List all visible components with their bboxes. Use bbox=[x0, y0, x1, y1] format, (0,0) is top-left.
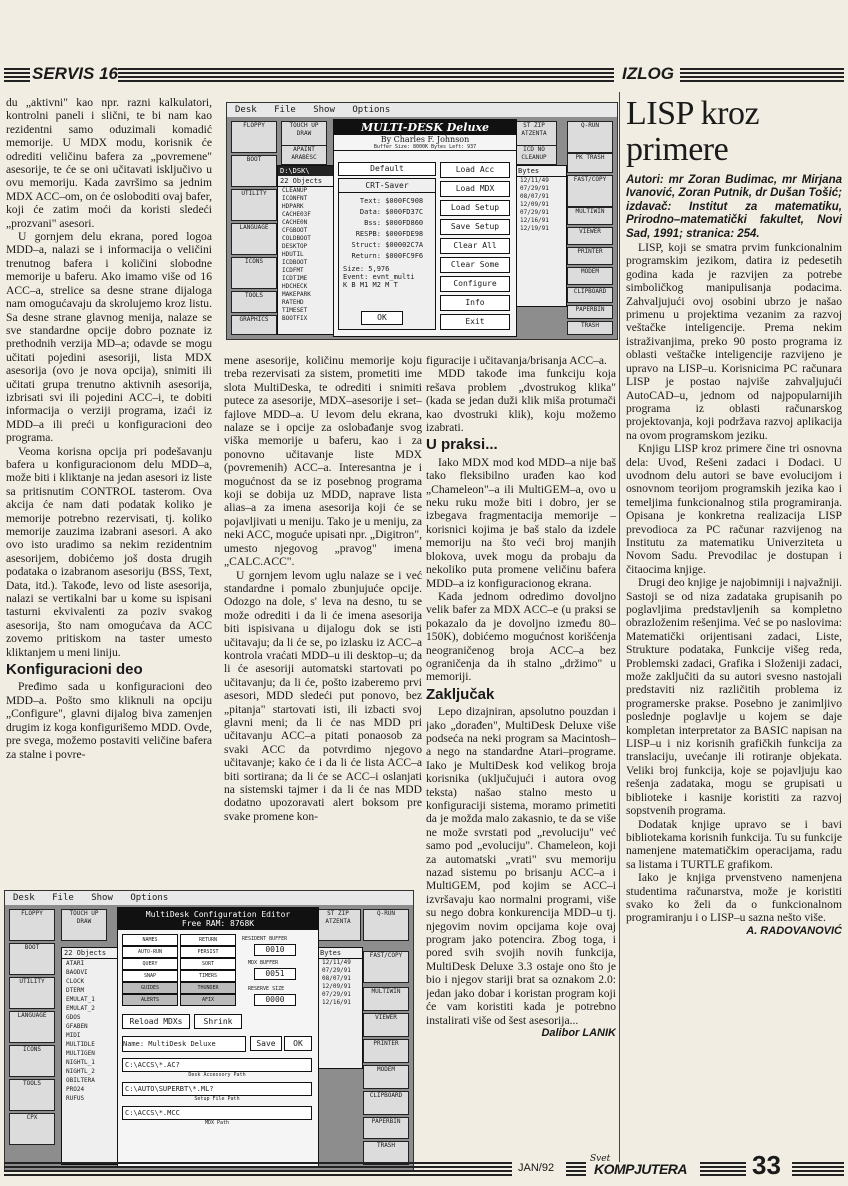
objects-count: 22 Objects bbox=[62, 948, 122, 959]
paragraph: figuracije i učitavanja/brisanja ACC–a. bbox=[426, 354, 607, 367]
name-row bbox=[122, 1036, 246, 1052]
date-item[interactable]: 12/11/49 bbox=[520, 177, 549, 184]
option-toggle[interactable]: SNAP bbox=[122, 970, 178, 982]
file-item[interactable]: OBILTERA bbox=[66, 1077, 95, 1084]
st-zip-icon: ST ZIP ATZENTA bbox=[511, 121, 557, 153]
column-3-text-2 bbox=[426, 456, 616, 684]
option-toggle[interactable]: QUERY bbox=[122, 958, 178, 970]
date-item[interactable]: 12/09/91 bbox=[322, 983, 351, 990]
date-item[interactable]: 12/16/91 bbox=[322, 999, 351, 1006]
address-row bbox=[343, 240, 431, 251]
column-3 bbox=[426, 354, 616, 1166]
footer-rule-right bbox=[700, 1162, 746, 1176]
fast-copy-icon: FAST/COPY bbox=[567, 175, 613, 207]
path-fields bbox=[122, 1058, 312, 1130]
paragraph: Drugi deo knjige je najobimniji i najvažniji. Sastoji se od niza zadataka grupisanih po poglavljima predstavljenih sa kompletno obrazloženim rešenjima. Već se po naslovima: Matematički orijentisani zadaci, Liste, Strukture podataka, Funkcije višeg reda, Problemski zadaci, Grafika i Složeniji zadaci, može zaključiti da su autori svesno nastojali predstaviti niz različitih problema iz programerske prakse. Posebno je zanimljivo poslednje poglavlje u kojem se daje kompletan interpretator za BASIC napisan na LISP–u i niz korisnih grafičkih funkcija za translaciju, uvećanje ili rotiranje objekata. Veliki broj funkcija, koje se pojavljuju kao rešenja zadataka, mogu se grupisati u biblioteke i kasnije koristiti za razvoj sopstvenih programa. bbox=[626, 576, 842, 818]
menu-show: Show bbox=[313, 105, 335, 115]
paragraph: du „aktivni" kao npr. razni kalkulatori, kontrolni paneli i slični, te bi nam kao rezidentni samo oduzimali komadić memorije. U MDX modu, korisnik će odrediti veličinu bafera za „povremene" asesorije, te će se oni učitavati isključivo u ovu memoriju. Kada završimo sa jednim MDX ACC–om, on će osloboditi ovaj bafer, koji će zatim moći da koristi sledeći „prozvani" asesori. bbox=[6, 96, 212, 230]
column-divider bbox=[619, 92, 620, 1162]
dialog-button[interactable]: Configure bbox=[440, 276, 510, 292]
free-ram: Free RAM: 8768K bbox=[118, 919, 318, 930]
file-item[interactable]: BAODVI bbox=[66, 969, 88, 976]
address-label: RESPB: bbox=[355, 230, 381, 238]
ok-button[interactable]: OK bbox=[284, 1036, 312, 1051]
heading-zakljucak: Zaključak bbox=[426, 685, 495, 703]
file-window-left bbox=[61, 947, 123, 1165]
reserve-size-label: RESERVE SIZE bbox=[248, 986, 285, 992]
path-caption: Desk Accessory Path bbox=[188, 1072, 246, 1078]
footer-issue: JAN/92 bbox=[518, 1162, 555, 1174]
file-list bbox=[278, 187, 334, 323]
heading-konfiguracioni: Konfiguracioni deo bbox=[6, 661, 143, 679]
dialog-button[interactable]: Clear Some bbox=[440, 257, 510, 273]
apaint-icon: APAINT ARABESC bbox=[281, 145, 327, 165]
boot-icon: BOOT bbox=[231, 155, 277, 187]
author-line: By Charles F. Johnson bbox=[380, 135, 470, 144]
icd-icon: ICD NO CLEANUP bbox=[511, 145, 557, 165]
mdx-buffer-label: MDX BUFFER bbox=[248, 960, 279, 966]
modem-icon: MODEM bbox=[363, 1065, 409, 1089]
mdx-buffer-field[interactable]: 0051 bbox=[254, 968, 296, 980]
header-rule-right bbox=[680, 68, 844, 82]
address-label: Data: bbox=[359, 208, 381, 216]
date-item[interactable]: 07/29/91 bbox=[322, 991, 351, 998]
buffer-info: Buffer Size: 8000K Bytes Left: 937 bbox=[334, 144, 516, 151]
book-title: LISP kroz primere bbox=[626, 96, 760, 168]
menu-file: File bbox=[274, 105, 296, 115]
file-list bbox=[62, 959, 122, 1103]
column-1-text-2 bbox=[6, 680, 212, 760]
file-item[interactable]: ICDTIME bbox=[282, 275, 308, 282]
book-byline: Autori: mr Zoran Budimac, mr Mirjana Ivanović, Zoran Putnik, dr Dušan Tošić; izdavač: Institut za matematiku, Prirodno–matematički fakultet, Novi Sad, 1991; stranica: 254. bbox=[626, 174, 842, 240]
menu-desk: Desk bbox=[13, 893, 35, 903]
column-4 bbox=[626, 96, 842, 1166]
multiwin-icon: MULTIWIN bbox=[567, 207, 613, 225]
dialog-button[interactable]: Save Setup bbox=[440, 219, 510, 235]
menu-desk: Desk bbox=[235, 105, 257, 115]
file-item[interactable]: RATEHD bbox=[282, 299, 304, 306]
app-logo: MULTI-DESK Deluxe bbox=[334, 120, 516, 135]
file-item[interactable]: RUFUS bbox=[66, 1095, 85, 1102]
objects-count: 22 Objects bbox=[278, 176, 334, 187]
floppy-icon: FLOPPY bbox=[9, 909, 55, 941]
paragraph: LISP, koji se smatra prvim funkcionalnim programskim jezikom, datira iz pedesetih godina kada je razvijen za potrebe simboličkog manipulisanja podacima. Zahvaljujući ovoj osobini ubrzo je našao primenu u projektima vezanim za razvoj veštačke inteligencije. Prema nekim istraživanjima, preko 90 posto programa iz oblasti veštačke inteligencije razvijeno je upravo na LISP–u. Korisnicima PC računara LISP je postao najviše zahvaljujući AutoCAD–u, jednom od najpopularnijih programa iz oblasti računarskog projektovanja, koji podržava razvoj aplikacija na ovom programskom jeziku. bbox=[626, 241, 842, 442]
date-item[interactable]: 08/07/91 bbox=[322, 975, 351, 982]
date-item[interactable]: 12/11/49 bbox=[322, 959, 351, 966]
utility-icon: UTILITY bbox=[9, 977, 55, 1009]
option-toggle[interactable]: AUTO-RUN bbox=[122, 946, 178, 958]
bytes-label: Bytes bbox=[318, 948, 362, 959]
path-row bbox=[122, 1058, 312, 1078]
file-item[interactable]: COLDBOOT bbox=[282, 235, 311, 242]
dialog-button[interactable]: Exit bbox=[440, 314, 510, 330]
paragraph: MDD takođe ima funkciju koja rešava problem „dvostrukog klika" (kada se jedan duži klik miša protumači kao dvostruki klik), koju možemo izabrati. bbox=[426, 367, 616, 435]
boot-icon: BOOT bbox=[9, 943, 55, 975]
path-input[interactable]: C:\AUTO\SUPERBT\*.ML? bbox=[122, 1082, 312, 1096]
menu-bar bbox=[5, 891, 413, 905]
date-list bbox=[318, 959, 362, 1007]
crt-saver-box bbox=[338, 178, 436, 330]
address-row bbox=[343, 218, 431, 229]
screenshot-multidesk-main bbox=[226, 102, 618, 340]
file-item[interactable]: ICDFMT bbox=[282, 267, 304, 274]
file-item[interactable]: CLOCK bbox=[66, 978, 85, 985]
path-row bbox=[122, 1106, 312, 1126]
q-run-icon: Q-RUN bbox=[363, 909, 409, 941]
event-flags: K B M1 M2 M T bbox=[343, 281, 398, 289]
clipboard-icon: CLIPBOARD bbox=[363, 1091, 409, 1115]
file-item[interactable]: MAKEPARK bbox=[282, 291, 311, 298]
option-toggle[interactable]: RETURN bbox=[180, 934, 236, 946]
footer-rule-mid bbox=[566, 1162, 586, 1176]
dialog-button[interactable]: Load Acc bbox=[440, 162, 510, 178]
pk-trash-icon: PK TRASH bbox=[567, 153, 613, 173]
magazine-logo-prefix: Svet bbox=[590, 1154, 611, 1164]
file-item[interactable]: CFGBOOT bbox=[282, 227, 308, 234]
address-label: Return: bbox=[351, 252, 381, 260]
page-number: 33 bbox=[752, 1150, 781, 1180]
touch-up-icon: TOUCH UP DRAW bbox=[281, 121, 327, 153]
address-fields bbox=[339, 193, 435, 265]
path-caption: Setup File Path bbox=[194, 1096, 240, 1102]
file-item[interactable]: GDOS bbox=[66, 1014, 81, 1021]
floppy-icon: FLOPPY bbox=[231, 121, 277, 153]
address-row bbox=[343, 196, 431, 207]
column-4-text bbox=[626, 241, 842, 925]
option-toggle[interactable]: SORT bbox=[180, 958, 236, 970]
file-item[interactable]: CACHE03F bbox=[282, 211, 311, 218]
file-item[interactable]: DTERM bbox=[66, 987, 85, 994]
menu-options: Options bbox=[130, 893, 169, 903]
config-editor-dialog bbox=[117, 907, 319, 1167]
shrink-button[interactable]: Shrink bbox=[194, 1014, 242, 1029]
file-item[interactable]: PRO24 bbox=[66, 1086, 85, 1093]
address-value: $000FDE98 bbox=[381, 230, 424, 238]
footer-rule-end bbox=[792, 1162, 844, 1176]
option-toggle[interactable]: ALERTS bbox=[122, 994, 178, 1006]
paragraph: Knjigu LISP kroz primere čine tri osnovna dela: Uvod, Rešeni zadaci i Dodaci. U uvodnom delu autori se bave evolucijom i osnovnom teorijom programskih jezika kao i temeljima funkcionalnog stila programiranja. Opisana je konkretna realizacija LISP prevodioca za PC računar razvijenog na Institutu za matematiku Univerziteta u Novom Sadu. Prevodilac je dostupan i čitaocima knjige. bbox=[626, 442, 842, 576]
paragraph: U gornjem delu ekrana, pored logoa MDD–a, nalazi se i informacija o veličini trenutnog bafera i količini slobodne memorije u baferu. Ako imamo više od 16 ACC–a, strelice sa desne strane dijaloga nam omogućavaju da skrolujemo kroz listu. Sa desne strane glavnog menija, nalaze se sve standardne opcije dobro poznate iz prethodnih verzija MD–a; odavde se mogu učitati pojedini asesoriji, lista MDX asesorija (ovo je nova opcija), snimiti ili učitati grupa trenutno aktivnih asesorija, izbrisati svi ili pojedini ACC–i, te dobiti informacija o verziji programa, izaći iz MDD–a ili preći u konfiguracioni deo programa. bbox=[6, 230, 212, 445]
date-item[interactable]: 08/07/91 bbox=[520, 193, 549, 200]
utility-icon: UTILITY bbox=[231, 189, 277, 221]
address-row bbox=[343, 229, 431, 240]
reserve-size-field[interactable]: 0000 bbox=[254, 994, 296, 1006]
menu-file: File bbox=[52, 893, 74, 903]
file-item[interactable]: MULTIGEN bbox=[66, 1050, 95, 1057]
file-item[interactable]: NIGHTL_1 bbox=[66, 1059, 95, 1066]
paragraph: Dodatak knjige upravo se i bavi bibliotekama korisnih funkcija. Tu su funkcije namenjene matematičkim operacijama, radu sa listama i TURTLE grafikom. bbox=[626, 817, 842, 871]
printer-icon: PRINTER bbox=[363, 1039, 409, 1063]
icons-icon: ICONS bbox=[231, 257, 277, 289]
address-label: Text: bbox=[359, 197, 381, 205]
footer-rule-left bbox=[4, 1162, 512, 1176]
file-item[interactable]: MIDI bbox=[66, 1032, 81, 1039]
path-caption: MDX Path bbox=[204, 1120, 230, 1126]
file-item[interactable]: EMULAT_1 bbox=[66, 996, 95, 1003]
tools-icon: TOOLS bbox=[231, 291, 277, 313]
date-item[interactable]: 07/29/91 bbox=[322, 967, 351, 974]
menu-options: Options bbox=[352, 105, 391, 115]
option-toggle[interactable]: GUIDES bbox=[122, 982, 178, 994]
paragraph: U gornjem levom uglu nalaze se i već standardne i pomalo zbunjujuće opcije. Odozgo na dole, s' leva na desno, tu se može odrediti i da li će imena asesorija biti ispisivana u dijalogu dok se isti učitavaju; da li će se, po izlasku iz ACC–a kontrola vraćati MDD–u ili desktop–u; da li će asesoriji automatski startovati po učitavanju; da li će, pošto izaberemo prvi asesori, MDD sledeći put ponovo, bez „pitanja" startovati isti, ili izbacti svoj glavni meni; da li će nas MDD pri učitavanju ACC–a pitati ponaosob za svaki ACC da potvrdimo njegovo učitavanje; kako će i da li će lista ACC–a biti sortirana; da li će se ACC–i oslanjati na sistemski tajmer i da li će nas MDD dodatno upozoravati alert boksom pre svake promene kon- bbox=[224, 568, 422, 823]
multidesk-dialog bbox=[333, 119, 517, 337]
paperbin-icon: PAPERBIN bbox=[363, 1117, 409, 1139]
section-label-left: SERVIS 16 bbox=[32, 64, 118, 83]
file-item[interactable]: EMULAT_2 bbox=[66, 1005, 95, 1012]
address-row bbox=[343, 207, 431, 218]
option-grid bbox=[122, 934, 238, 1008]
column-2 bbox=[224, 354, 422, 882]
header-rule-left-2 bbox=[118, 68, 614, 82]
graphics-icon: GRAPHICS bbox=[231, 315, 277, 335]
file-item[interactable]: DESKTOP bbox=[282, 243, 308, 250]
file-item[interactable]: GFABEN bbox=[66, 1023, 88, 1030]
save-button[interactable]: Save bbox=[250, 1036, 282, 1051]
editor-title: MultiDesk Configuration Editor bbox=[118, 908, 318, 919]
paragraph: Lepo dizajniran, apsolutno pouzdan i jako „dorađen", MultiDesk Deluxe više podseća na neki program sa Macintosh–a nego na standardne Atari–programe. Iako je MultiDesk kod velikog broja korisnika (uključujući i autora ovog teksta) našao stalno mesto u konfiguraciji sistema, moramo primetiti da je možda malo zakasnio, te da se više ne može svrstati pod „revoluciju" već samo pod „evoluciju". Chameleon, koji za automatski „vrati" svu memoriju nazad sistemu po brisanju ACC–a i MultiGEM, pod kojim se ACC–i izvršavaju kao normalni programi, više su nego dobra konkurencija MDD–u tj. njegovim novim opcijama koje ovaj program jako potencira. Zbog toga, i pored svih svojih novih funkcija, MultiDesk Deluxe 3.3 ostaje ono što je bio i njegov stariji brat sa oznakom 2.0: jedan jako dobar i koristan program koji će vam koristiti kada je potrebno instalirati više od šest asesorija... bbox=[426, 705, 616, 1027]
printer-icon: PRINTER bbox=[567, 247, 613, 265]
file-item[interactable]: HDCHECK bbox=[282, 283, 308, 290]
dialog-button[interactable]: Load MDX bbox=[440, 181, 510, 197]
reload-mdx-button[interactable]: Reload MDXs bbox=[122, 1014, 190, 1029]
column-2-text bbox=[224, 354, 422, 823]
resident-buffer-field[interactable]: 0010 bbox=[254, 944, 296, 956]
file-item[interactable]: HDUTIL bbox=[282, 251, 304, 258]
file-item[interactable]: ICONFNT bbox=[282, 195, 308, 202]
magazine-logo: KOMPJUTERA bbox=[594, 1161, 688, 1177]
menu-bar bbox=[227, 103, 617, 117]
q-run-icon: Q-RUN bbox=[567, 121, 613, 153]
file-window-right bbox=[317, 947, 363, 1069]
file-item[interactable]: NIGHTL_2 bbox=[66, 1068, 95, 1075]
paragraph: Kada jednom odredimo dovoljno velik bafer za MDX ACC–e (u praksi se pokazalo da je dovoljno između 80–150K), dobićemo mogućnost korišćenja neograničenog broja ACC–a bez ograničenja da ih stalno „držimo" u memoriji. bbox=[426, 589, 616, 684]
st-zip-icon: ST ZIP ATZENTA bbox=[315, 909, 361, 941]
paragraph: Pređimo sada u konfiguracioni deo MDD–a. Pošto smo kliknuli na opciju „Configure", glavni dijalog biva zamenjen drugim iz koga konfigurišemo MDD. Ovde, pre svega, možemo postaviti veličine bafera za stalne i povre- bbox=[6, 680, 212, 761]
dialog-button[interactable]: Load Setup bbox=[440, 200, 510, 216]
column-1-text bbox=[6, 96, 212, 659]
cpx-icon: CPX bbox=[9, 1113, 55, 1145]
option-toggle[interactable]: THUNDER bbox=[180, 982, 236, 994]
date-item[interactable]: 07/29/91 bbox=[520, 185, 549, 192]
file-item[interactable]: ATARI bbox=[66, 960, 85, 967]
menu-show: Show bbox=[91, 893, 113, 903]
address-value: $000FC908 bbox=[381, 197, 424, 205]
paragraph: Veoma korisna opcija pri podešavanju bafera u konfiguracionom delu MDD–a, može biti i kliktanje na jedan asesori iz liste sa pritisnutim CONTROL tasterom. Ova akcija će nam dati podatak koliko je memorije potrebno rezervisati, tj. koliko memorije zauzima izabrani asesori. A ako ovo isto uradimo sa nekim rezidentnim asesorijem, dobićemo još dosta drugih podataka o izabranom asesoriju (BSS, Text, Data, itd.). Takođe, levo od liste asesorija, nalazi se vertikalni bar u kome su ispisani tasturni ekvivalenti za poziv svakog asesorija, što nam omogućava da ACC zovemo pritiskom na taster umesto kliktanjem u meni liniju. bbox=[6, 444, 212, 659]
tools-icon: TOOLS bbox=[9, 1079, 55, 1111]
file-item[interactable]: CLEANUP bbox=[282, 187, 308, 194]
file-item[interactable]: CACHE0N bbox=[282, 219, 308, 226]
file-window-right bbox=[515, 165, 567, 307]
resident-buffer-label: RESIDENT BUFFER bbox=[242, 936, 288, 942]
address-value: $000FD860 bbox=[381, 219, 424, 227]
option-toggle[interactable]: AFIX bbox=[180, 994, 236, 1006]
heading-u-praksi: U praksi... bbox=[426, 436, 498, 454]
fast-copy-icon: FAST/COPY bbox=[363, 951, 409, 983]
file-item[interactable]: TIMESET bbox=[282, 307, 308, 314]
column-3-text-3 bbox=[426, 705, 616, 1027]
name-label: Name: bbox=[123, 1040, 145, 1048]
file-item[interactable]: HDPARK bbox=[282, 203, 304, 210]
date-item[interactable]: 12/16/91 bbox=[520, 217, 549, 224]
column-1 bbox=[6, 96, 212, 882]
file-item[interactable]: BOOTFIX bbox=[282, 315, 308, 322]
section-label-right: IZLOG bbox=[622, 64, 674, 83]
ok-button[interactable]: OK bbox=[361, 311, 403, 325]
option-toggle[interactable]: TIMERS bbox=[180, 970, 236, 982]
file-window-left bbox=[277, 165, 335, 335]
author-signature-radovanovic: A. RADOVANOVIĆ bbox=[746, 924, 842, 937]
date-item[interactable]: 12/19/91 bbox=[520, 225, 549, 232]
saver-title: CRT-Saver bbox=[339, 179, 435, 193]
paragraph: Iako MDX mod kod MDD–a nije baš tako fleksibilno urađen kao kod „Chameleon"–a ili MultiGEM–a, ovo u neku ruku može biti i dobro, jer se izbegava fragmentacija memorije – korisnici kojima je baš stalo da izdele memoriju na što veći broj manjih blokova, uvek mogu da probaju da nekoliko puta promene veličinu bafera MDD–a iz konfiguracionog ekrana. bbox=[426, 455, 616, 590]
icons-icon: ICONS bbox=[9, 1045, 55, 1077]
address-label: Bss: bbox=[364, 219, 381, 227]
file-item[interactable]: MULTIDLE bbox=[66, 1041, 95, 1048]
trash-icon: TRASH bbox=[567, 321, 613, 335]
paragraph: mene asesorije, količinu memorije koju treba rezervisati za sistem, prometiti ime slota MultiDeska, te odrediti i snimiti putece za asesorije, MDX–asesorije i set–fajlove MDD–a. U levom delu ekrana, nalaze se i opcije za oslobađanje svog viška memorije u baferu, kao i za ponovno učitavanje liste MDX (povremenih) ACC–a. Interesantna je i mogućnost da se iz posebnog programa koji se dobija uz MDD, naprave lista alias–a za imena asesorija koji će se pojavljivati u meniju. Tako je u meniju, za neki ACC, moguće upisati npr. „Digitron", umesto njegovog „pravog" imena „CALC.ACC". bbox=[224, 354, 422, 569]
bytes-label: Bytes bbox=[516, 166, 566, 177]
address-value: $000FD37C bbox=[381, 208, 424, 216]
dialog-button[interactable]: Info bbox=[440, 295, 510, 311]
file-item[interactable]: ICDBOOT bbox=[282, 259, 308, 266]
clipboard-icon: CLIPBOARD bbox=[567, 287, 613, 303]
dialog-button[interactable]: Clear All bbox=[440, 238, 510, 254]
size-line: Size: 5,976 bbox=[343, 265, 390, 273]
date-item[interactable]: 12/09/91 bbox=[520, 201, 549, 208]
folder-path: D:\DSK\ bbox=[278, 166, 334, 176]
address-value: $00002C7A bbox=[381, 241, 424, 249]
language-icon: LANGUAGE bbox=[231, 223, 277, 255]
column-3-text bbox=[426, 354, 616, 434]
name-input[interactable]: MultiDesk Deluxe bbox=[148, 1040, 216, 1048]
modem-icon: MODEM bbox=[567, 267, 613, 285]
touch-up-icon: TOUCH UP DRAW bbox=[61, 909, 107, 941]
paperbin-icon: PAPERBIN bbox=[567, 305, 613, 319]
address-value: $000FC9F6 bbox=[381, 252, 424, 260]
path-input[interactable]: C:\ACCS\*.MCC bbox=[122, 1106, 312, 1120]
header-rule-left-1 bbox=[4, 68, 30, 82]
viewer-icon: VIEWER bbox=[567, 227, 613, 245]
path-row bbox=[122, 1082, 312, 1102]
paragraph: Iako je knjiga prvenstveno namenjena studentima računarstva, može je koristiti svako ko želi da o funkcionalnom programiranju i o LISP–u sazna nešto više. bbox=[626, 871, 842, 925]
language-icon: LANGUAGE bbox=[9, 1011, 55, 1043]
date-item[interactable]: 07/29/91 bbox=[520, 209, 549, 216]
option-toggle[interactable]: PERSIST bbox=[180, 946, 236, 958]
option-toggle[interactable]: NAMES bbox=[122, 934, 178, 946]
trash-icon: TRASH bbox=[363, 1141, 409, 1165]
path-input[interactable]: C:\ACCS\*.AC? bbox=[122, 1058, 312, 1072]
default-label: Default bbox=[338, 162, 436, 176]
address-row bbox=[343, 251, 431, 262]
date-list bbox=[516, 177, 566, 233]
event-line: Event: evnt_multi bbox=[343, 273, 415, 281]
multiwin-icon: MULTIWIN bbox=[363, 987, 409, 1011]
author-signature-lanik: Dalibor LANIK bbox=[541, 1026, 616, 1039]
address-label: Struct: bbox=[351, 241, 381, 249]
viewer-icon: VIEWER bbox=[363, 1013, 409, 1037]
screenshot-configuration-editor bbox=[4, 890, 414, 1172]
